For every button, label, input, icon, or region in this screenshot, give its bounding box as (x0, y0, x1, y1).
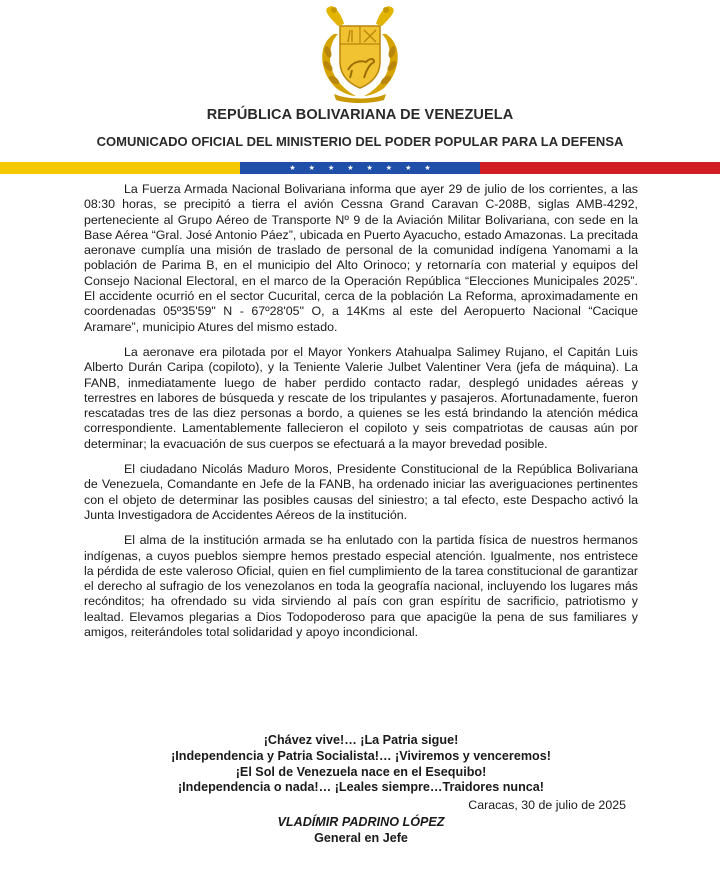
slogans (84, 733, 638, 796)
body-paragraph-2: La aeronave era pilotada por el Mayor Yonkers Atahualpa Salimey Rujano, el Capitán Luis Alberto Durán Caripa (copiloto), y la Teniente Valerie Julbet Valentiner Vera (jefa de máquina). La FANB, inmediatamente luego de haber perdido contacto radar, desplegó unidades aéreas y terrestres en labores de búsqueda y rescate de los tripulantes y pasajeros. Afortunadamente, fueron rescatadas tres de las diez personas a bordo, a quienes se les está brindando la atención médica correspondiente. Lamentablemente fallecieron el copiloto y seis compatriotas de causas aún por determinar; la evacuación de sus cuerpos se efectuará a la mayor brevedad posible. (84, 344, 638, 451)
star-icon: ★ (327, 164, 335, 172)
star-icon: ★ (424, 164, 431, 172)
place-date: Caracas, 30 de julio de 2025 (468, 798, 626, 812)
body-paragraph-3: El ciudadano Nicolás Maduro Moros, Presidente Constitucional de la República Bolivariana de Venezuela, Comandante en Jefe de la FANB, ha ordenado iniciar las averiguaciones pertinentes con el objeto de determinar las posibles causas del siniestro; a tal efecto, este Despacho activó la Junta Investigadora de Accidentes Aéreos de la institución. (84, 462, 638, 522)
star-icon: ★ (289, 164, 296, 172)
star-icon: ★ (308, 164, 315, 172)
communique-body (84, 182, 638, 650)
signature-block (84, 815, 638, 847)
header-communique-title: COMUNICADO OFICIAL DEL MINISTERIO DEL PODER POPULAR PARA LA DEFENSA (96, 134, 624, 149)
signatory-name: VLADÍMIR PADRINO LÓPEZ (277, 815, 445, 829)
header-republic: REPÚBLICA BOLIVARIANA DE VENEZUELA (206, 107, 514, 123)
flag-stars (0, 162, 720, 174)
star-icon: ★ (347, 164, 354, 172)
star-icon: ★ (366, 164, 373, 172)
body-paragraph-4: El alma de la institución armada se ha enlutado con la partida física de nuestros hermanos indígenas, a cuyos pueblos siempre hemos prestado especial atención. Igualmente, nos entristece la pérdida de este valeroso Oficial, quien en fiel cumplimiento de la tarea constitucional de garantizar el derecho al sufragio de los venezolanos en toda la geografía nacional, incluyendo los lugares más recónditos; ha ofrendado su vida sirviendo al país con gran espíritu de sacrificio, patriotismo y lealtad. Elevamos plegarias a Dios Todopoderoso para que apacigüe la pena de sus familiares y amigos, reiterándoles total solidaridad y apoyo incondicional. (84, 533, 638, 640)
slogan-line: ¡Chávez vive!… ¡La Patria sigue! (263, 733, 459, 747)
slogan-line: ¡El Sol de Venezuela nace en el Esequibo! (235, 764, 487, 779)
signatory-title: General en Jefe (314, 830, 408, 845)
star-icon: ★ (385, 164, 393, 172)
star-icon: ★ (405, 164, 412, 172)
body-paragraph-1: La Fuerza Armada Nacional Bolivariana informa que ayer 29 de julio de los corrientes, a las 08:30 horas, se precipitó a tierra el avión Cessna Grand Caravan C-208B, siglas AMB-4292, perteneciente al Grupo Aéreo de Transporte Nº 9 de la Aviación Militar Bolivariana, con sede en la Base Aérea “Gral. José Antonio Páez”, ubicada en Puerto Ayacucho, estado Amazonas. La precitada aeronave cumplía una misión de traslado de personal de la comunidad indígena Yanomami a la población de Parima B, en el municipio del Alto Orinoco; y retornaría con material y equipos del Consejo Nacional Electoral, en el marco de la Operación República “Elecciones Municipales 2025”. El accidente ocurrió en el sector Cucurital, cerca de la población La Reforma, aproximadamente en coordenadas 05º35'59" N - 67º28'05" O, a 14Kms al este del Aeropuerto Nacional “Cacique Aramare”, municipio Atures del mismo estado. (84, 182, 638, 334)
coat-of-arms-icon (304, 4, 416, 104)
slogan-line: ¡Independencia y Patria Socialista!… ¡Viviremos y venceremos! (171, 748, 551, 763)
slogan-line: ¡Independencia o nada!… ¡Leales siempre…Traidores nunca! (177, 780, 544, 795)
flag-stripe (0, 162, 720, 174)
